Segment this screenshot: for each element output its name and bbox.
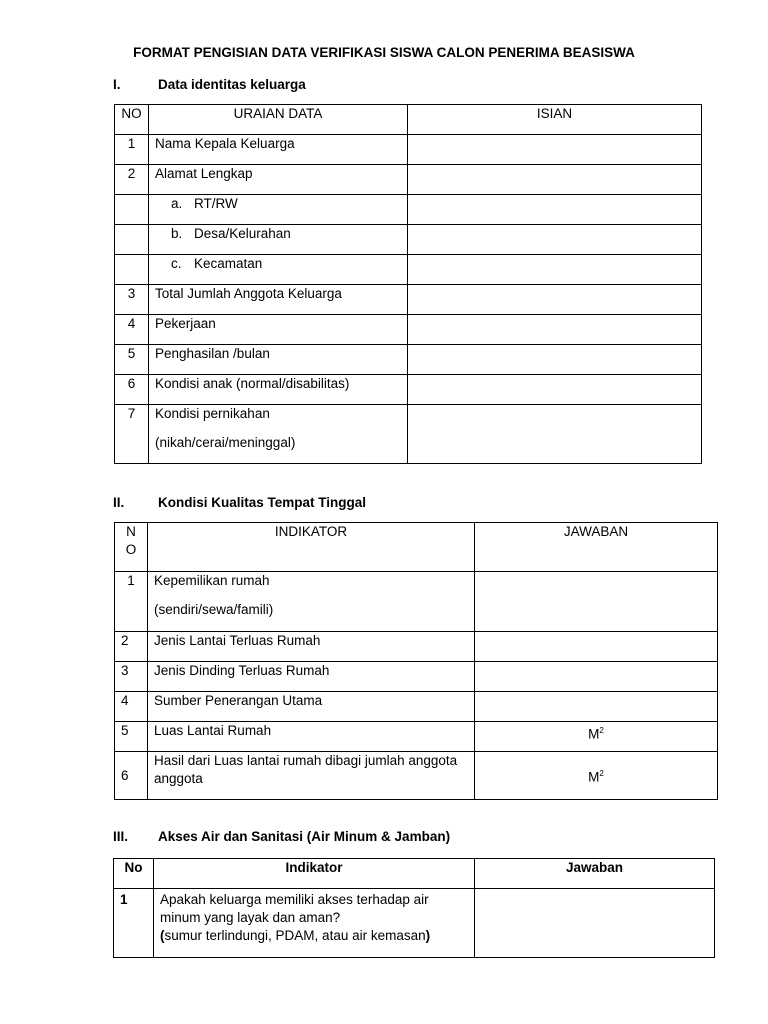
row-number (115, 225, 149, 255)
col-header-no-line-2: O (125, 542, 137, 557)
row-number: 4 (115, 315, 149, 345)
row-label: Jenis Lantai Terluas Rumah (148, 632, 475, 662)
sub-item-label: Kecamatan (194, 256, 263, 271)
table-row (115, 165, 702, 195)
table-row (115, 345, 702, 375)
row-label: Luas Lantai Rumah (148, 722, 475, 752)
family-identity-table (114, 104, 702, 464)
answer-cell[interactable] (475, 752, 718, 800)
unit-letter: M (588, 769, 600, 785)
close-paren: ) (425, 928, 431, 943)
row-label (149, 195, 408, 225)
row-label: Alamat Lengkap (149, 165, 408, 195)
row-number (115, 255, 149, 285)
answer-cell[interactable] (408, 225, 702, 255)
row-label-line-1: Kepemilikan rumah (154, 573, 270, 588)
row-label (149, 405, 408, 464)
row-label-line-2: (sendiri/sewa/famili) (154, 602, 274, 617)
row-label: Pekerjaan (149, 315, 408, 345)
answer-cell[interactable] (475, 692, 718, 722)
list-marker: a. (171, 196, 183, 211)
open-paren: ( (160, 928, 165, 943)
row-number: 5 (115, 722, 148, 752)
row-label: Kondisi anak (normal/disabilitas) (149, 375, 408, 405)
row-number: 2 (115, 632, 148, 662)
table-row (115, 135, 702, 165)
section-3-title: Akses Air dan Sanitasi (Air Minum & Jamban) (158, 829, 451, 844)
table-row (115, 195, 702, 225)
table-row (115, 572, 718, 632)
unit-exponent: 2 (599, 726, 604, 735)
table-header-row (115, 105, 702, 135)
section-2-number: II. (113, 495, 125, 510)
question-examples: sumur terlindungi, PDAM, atau air kemasan (164, 928, 426, 943)
table-row (115, 285, 702, 315)
row-label-line-2: (nikah/cerai/meninggal) (155, 435, 296, 450)
col-header-item: INDIKATOR (148, 523, 475, 572)
section-1-title: Data identitas keluarga (158, 77, 306, 92)
col-header-no: No (114, 859, 154, 889)
row-label (149, 255, 408, 285)
table-row (114, 889, 715, 958)
page-title: FORMAT PENGISIAN DATA VERIFIKASI SISWA CALON PENERIMA BEASISWA (133, 45, 635, 60)
row-number: 5 (115, 345, 149, 375)
answer-cell[interactable] (475, 889, 715, 958)
answer-cell[interactable] (475, 572, 718, 632)
section-1-heading (113, 77, 306, 92)
row-label: Jenis Dinding Terluas Rumah (148, 662, 475, 692)
unit-letter: M (588, 726, 600, 742)
row-label (149, 225, 408, 255)
col-header-item: URAIAN DATA (149, 105, 408, 135)
table-header-row (114, 859, 715, 889)
list-marker: b. (171, 226, 183, 241)
sub-item-label: Desa/Kelurahan (194, 226, 291, 241)
row-number: 6 (115, 752, 148, 800)
table-row (115, 405, 702, 464)
answer-cell[interactable] (408, 345, 702, 375)
answer-cell[interactable] (408, 135, 702, 165)
row-label: Hasil dari Luas lantai rumah dibagi jumlah anggota anggota (148, 752, 475, 800)
table-row (115, 692, 718, 722)
list-marker: c. (171, 256, 182, 271)
table-row (115, 722, 718, 752)
table-row (115, 375, 702, 405)
row-number: 1 (115, 135, 149, 165)
table-row (115, 315, 702, 345)
row-number: 6 (115, 375, 149, 405)
answer-cell[interactable] (408, 165, 702, 195)
water-sanitation-table (113, 858, 715, 958)
table-row (115, 225, 702, 255)
table-row (115, 752, 718, 800)
answer-cell[interactable] (408, 405, 702, 464)
section-3-number: III. (113, 829, 129, 844)
sub-item-label: RT/RW (194, 196, 238, 211)
row-label: Total Jumlah Anggota Keluarga (149, 285, 408, 315)
table-row (115, 662, 718, 692)
section-2-title: Kondisi Kualitas Tempat Tinggal (158, 495, 367, 510)
col-header-value: ISIAN (408, 105, 702, 135)
col-header-value: Jawaban (475, 859, 715, 889)
answer-cell[interactable] (408, 375, 702, 405)
col-header-no (115, 523, 148, 572)
col-header-value: JAWABAN (475, 523, 718, 572)
row-number: 1 (115, 572, 148, 632)
answer-cell[interactable] (475, 722, 718, 752)
table-row (115, 255, 702, 285)
row-number: 3 (115, 285, 149, 315)
row-label (154, 889, 475, 958)
row-label: Penghasilan /bulan (149, 345, 408, 375)
answer-cell[interactable] (475, 632, 718, 662)
row-number: 3 (115, 662, 148, 692)
answer-cell[interactable] (408, 255, 702, 285)
unit-exponent: 2 (599, 768, 604, 778)
housing-quality-table (114, 522, 718, 800)
row-number (115, 195, 149, 225)
row-label: Nama Kepala Keluarga (149, 135, 408, 165)
row-number: 7 (115, 405, 149, 464)
unit-square-meter (588, 722, 604, 744)
row-label-line-1: Kondisi pernikahan (155, 406, 270, 421)
answer-cell[interactable] (408, 195, 702, 225)
section-2-heading (113, 495, 366, 510)
table-header-row (115, 523, 718, 572)
section-3-heading (113, 829, 450, 844)
table-row (115, 632, 718, 662)
row-label: Sumber Penerangan Utama (148, 692, 475, 722)
unit-square-meter (588, 765, 604, 787)
col-header-no: NO (115, 105, 149, 135)
question-text: Apakah keluarga memiliki akses terhadap air minum yang layak dan aman? (160, 892, 429, 925)
answer-cell[interactable] (475, 662, 718, 692)
row-number: 1 (114, 889, 154, 958)
row-number: 2 (115, 165, 149, 195)
answer-cell[interactable] (408, 285, 702, 315)
answer-cell[interactable] (408, 315, 702, 345)
row-label (148, 572, 475, 632)
row-number: 4 (115, 692, 148, 722)
col-header-item: Indikator (154, 859, 475, 889)
section-1-number: I. (113, 77, 121, 92)
col-header-no-line-1: N (126, 524, 136, 539)
